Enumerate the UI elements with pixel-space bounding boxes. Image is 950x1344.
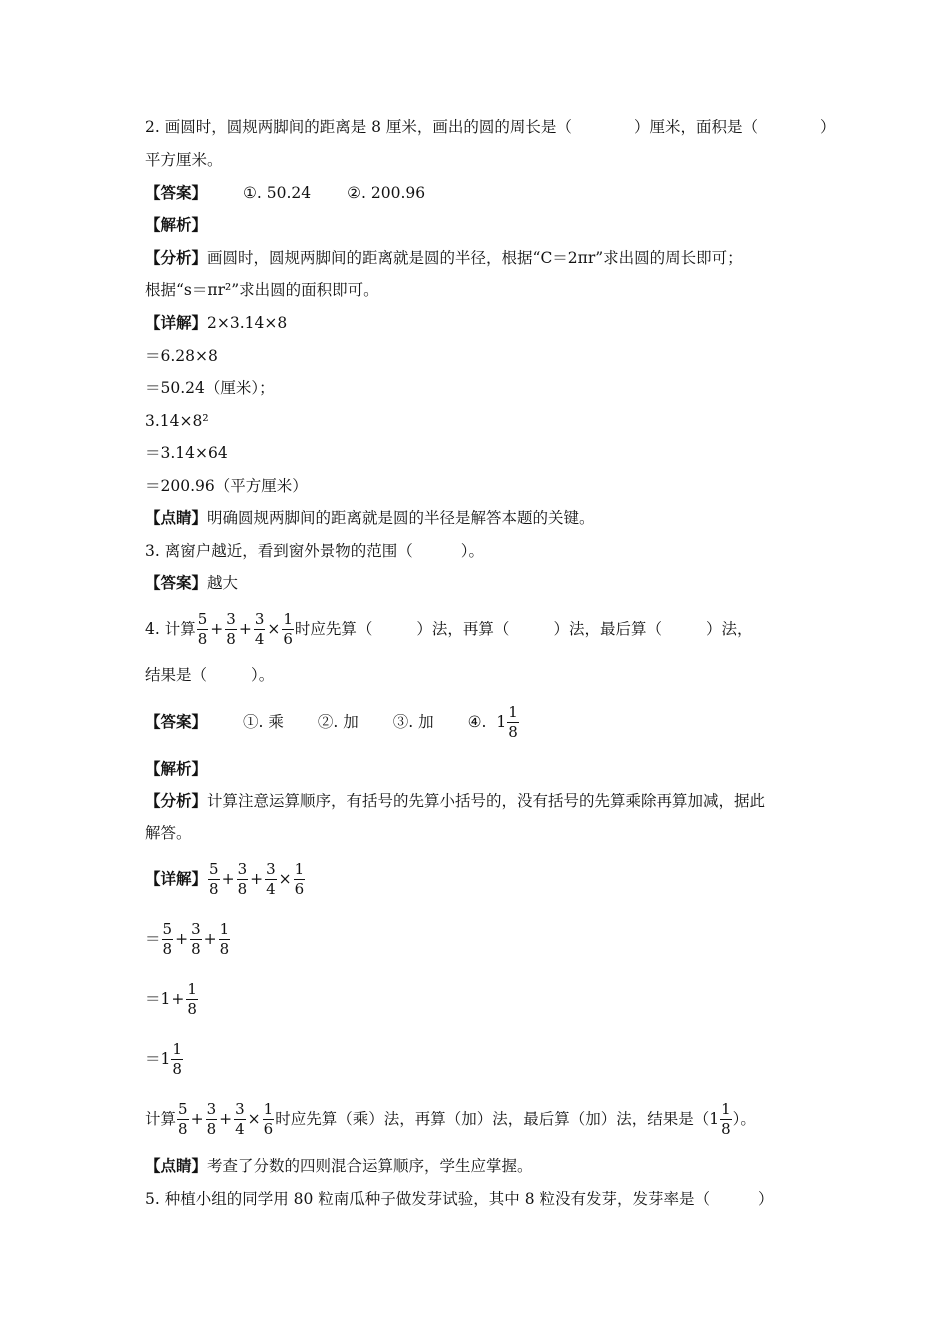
q4-answer2: ②. 加 [317,713,359,731]
numerator: 3 [237,859,248,878]
numerator: 3 [191,919,201,938]
denominator: 8 [162,939,173,958]
mixed-integer: 1 [160,1050,171,1068]
q2-fenxi-text2: 根据“s＝πr²”求出圆的面积即可。 [145,281,379,299]
denominator: 8 [191,939,201,958]
fraction [234,1099,246,1138]
q2-step: 2×3.14×8 [207,314,288,332]
q2-step: 3.14×8² [145,412,209,430]
q4-answer4: ④. [467,713,487,731]
numerator: 3 [226,609,236,628]
q4-text-b: ）法，再算（ [416,620,510,638]
numerator: 3 [254,609,265,628]
q2-answer2: ②. 200.96 [347,184,426,202]
q2-analysis-title: 【解析】 [145,215,208,234]
q4-answer [145,701,520,742]
q2-fenxi-text: 画圆时，圆规两脚间的距离就是圆的半径，根据“C＝2πr”求出圆的周长即可； [207,249,743,267]
q2-xiangjie [145,313,287,333]
dianjing-label: 【点睛】 [145,1156,208,1175]
q2-step: ＝200.96（平方厘米） [145,477,308,495]
q4-prefix: 4. 计算 [145,620,196,638]
fraction [720,1099,732,1138]
q3-text-a: 3. 离窗户越近，看到窗外景物的范围（ [145,542,413,560]
plus-sign: + [238,620,252,638]
q4-conclusion-prefix: 计算 [145,1110,177,1128]
numerator: 3 [266,859,276,878]
numerator: 1 [172,1039,182,1058]
denominator: 4 [266,879,276,898]
q2-text-b: ）厘米，面积是（ [633,118,758,136]
plus-sign: + [210,620,224,638]
fraction [197,609,209,648]
q4-step4 [145,1038,184,1079]
mixed-integer: 1 [709,1110,720,1128]
q2-dianjing [145,508,595,528]
fraction [282,609,294,648]
q2-fenxi [145,248,743,268]
times-sign: × [247,1110,261,1128]
q4-dianjing-text: 考查了分数的四则混合运算顺序，学生应掌握。 [207,1157,533,1175]
q4-step3 [145,978,199,1019]
q4-conclusion [145,1098,756,1139]
equals-sign: ＝ [145,990,161,1008]
q3-answer-value: 越大 [207,574,239,592]
denominator: 8 [721,1119,731,1138]
fraction [225,609,237,648]
q2-line2: 平方厘米。 [145,151,223,169]
denominator: 8 [197,629,208,648]
numerator: 1 [294,859,305,878]
times-sign: × [267,620,281,638]
q2-step: ＝3.14×64 [145,444,228,462]
fraction [206,1099,218,1138]
fraction [237,859,249,898]
plus-sign: + [250,870,264,888]
equals-sign: ＝ [145,930,161,948]
denominator: 8 [178,1119,188,1138]
numerator: 1 [721,1099,731,1118]
fenxi-label: 【分析】 [145,791,208,810]
fraction [171,1039,183,1078]
answer-label: 【答案】 [145,573,208,592]
denominator: 8 [219,939,230,958]
q2-answer1: ①. 50.24 [243,184,312,202]
numerator: 5 [178,1099,188,1118]
numerator: 3 [206,1099,217,1118]
fraction [208,859,220,898]
q4-fenxi [145,791,765,811]
q4-dianjing [145,1156,533,1176]
integer: 1 [160,990,171,1008]
q4-line2-a: 结果是（ [145,666,208,684]
fraction [263,1099,275,1138]
numerator: 5 [197,609,208,628]
q4-text-c: ）法，最后算（ [553,620,662,638]
q4-fenxi-text2: 解答。 [145,824,192,842]
denominator: 8 [508,722,518,741]
q5-text [145,1189,774,1209]
fraction [186,979,198,1018]
numerator: 1 [508,702,518,721]
numerator: 5 [209,859,219,878]
answer-label: 【答案】 [145,183,208,202]
q3-text [145,541,484,561]
q4-text-d: ）法， [705,620,753,638]
plus-sign: + [171,990,185,1008]
fraction [162,919,174,958]
fenxi-label: 【分析】 [145,248,208,267]
q4-step2 [145,918,231,959]
denominator: 8 [237,879,248,898]
dianjing-label: 【点睛】 [145,508,208,527]
numerator: 1 [263,1099,274,1118]
fraction [190,919,202,958]
fraction [265,859,277,898]
equals-sign: ＝ [145,1050,161,1068]
numerator: 5 [162,919,173,938]
q4-analysis-title: 【解析】 [145,759,208,778]
fraction [254,609,266,648]
q2-answer [145,183,425,203]
plus-sign: + [221,870,235,888]
denominator: 8 [209,879,219,898]
fraction [177,1099,189,1138]
times-sign: × [278,870,292,888]
q4-text-a: 时应先算（ [294,620,373,638]
xiangjie-label: 【详解】 [145,869,208,888]
denominator: 4 [235,1119,245,1138]
q4-line1 [145,608,752,649]
answer-label: 【答案】 [145,712,208,731]
q2-line1 [145,117,835,137]
mixed-integer: 1 [496,713,507,731]
numerator: 1 [187,979,197,998]
numerator: 1 [219,919,230,938]
plus-sign: + [219,1110,233,1128]
denominator: 6 [263,1119,274,1138]
q4-conclusion-text: 时应先算（乘）法，再算（加）法，最后算（加）法，结果是（ [275,1110,710,1128]
q5-text-b: ） [758,1190,774,1208]
q3-answer [145,573,238,593]
q4-answer1: ①. 乘 [243,713,284,731]
denominator: 6 [294,879,305,898]
q2-dianjing-text: 明确圆规两脚间的距离就是圆的半径是解答本题的关键。 [207,509,595,527]
q4-line2-b: ）。 [251,666,275,684]
denominator: 4 [254,629,265,648]
denominator: 8 [187,999,197,1018]
q4-conclusion-end: ）。 [732,1110,756,1128]
q3-text-b: ）。 [460,542,484,560]
q2-step: ＝6.28×8 [145,347,218,365]
denominator: 8 [226,629,236,648]
q5-text-a: 5. 种植小组的同学用 80 粒南瓜种子做发芽试验，其中 8 粒没有发芽，发芽率是（ [145,1190,711,1208]
fraction [294,859,306,898]
fraction [507,702,519,741]
q2-text-a: 2. 画圆时，圆规两脚间的距离是 8 厘米，画出的圆的周长是（ [145,118,572,136]
denominator: 6 [283,629,293,648]
plus-sign: + [190,1110,204,1128]
q4-xiangjie [145,858,306,899]
denominator: 8 [206,1119,217,1138]
q4-answer3: ③. 加 [392,713,434,731]
numerator: 3 [235,1099,245,1118]
plus-sign: + [175,930,189,948]
q4-fenxi-text: 计算注意运算顺序，有括号的先算小括号的，没有括号的先算乘除再算加减，据此 [207,792,766,810]
numerator: 1 [283,609,293,628]
q4-line2 [145,665,274,685]
plus-sign: + [203,930,217,948]
q2-text-c: ） [819,118,836,136]
fraction [219,919,231,958]
xiangjie-label: 【详解】 [145,313,208,332]
denominator: 8 [172,1059,182,1078]
q2-step: ＝50.24（厘米）； [145,379,275,397]
